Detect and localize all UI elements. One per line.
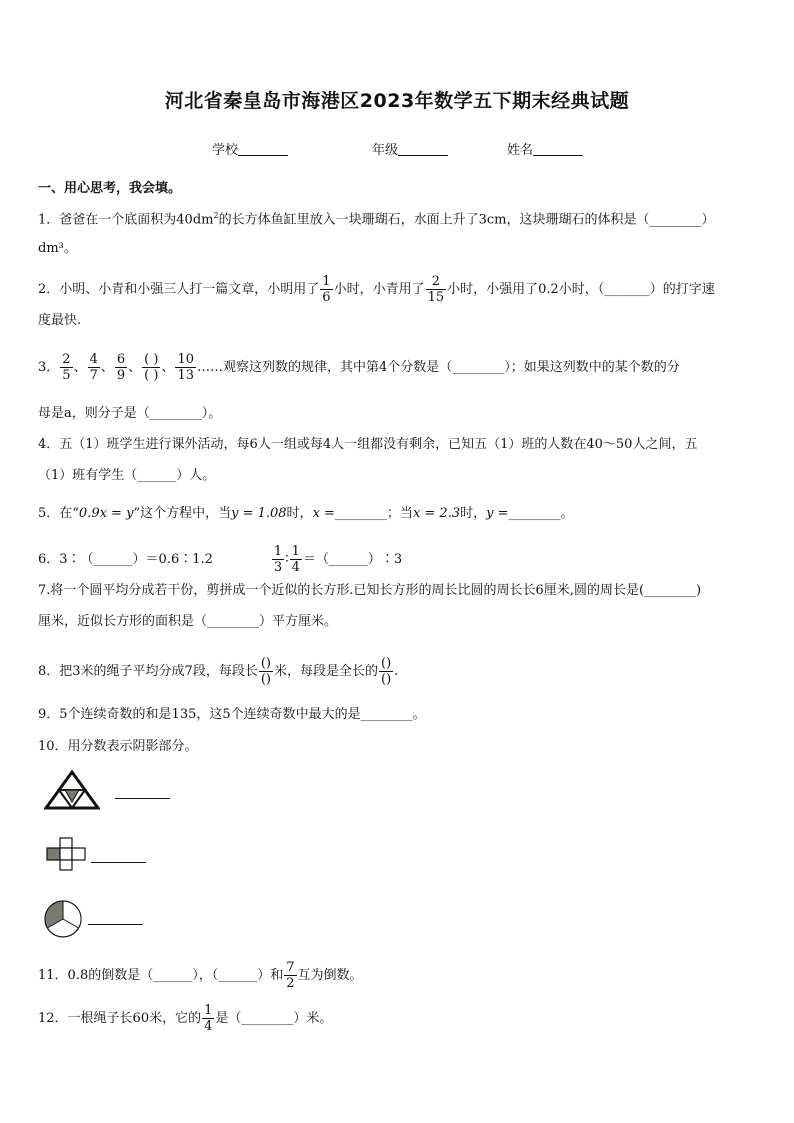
denominator: 15 <box>427 290 445 305</box>
fraction <box>88 352 100 383</box>
numerator: 4 <box>89 352 98 367</box>
q12-text-b: 是（________）米。 <box>215 1011 333 1026</box>
question-2 <box>38 274 758 305</box>
name-blank[interactable] <box>533 155 583 156</box>
question-1-cont: dm³。 <box>38 241 77 256</box>
cross-squares-figure <box>44 837 90 871</box>
answer-blank[interactable] <box>88 924 143 925</box>
q12-text-a: 12．一根绳子长60米，它的 <box>38 1011 202 1026</box>
answer-blank[interactable] <box>91 862 146 863</box>
denominator: () <box>381 672 392 687</box>
question-4: 4．五（1）班学生进行课外活动，每6人一组或每4人一组都没有剩余，已知五（1）班的人数在40～50人之间，五 <box>38 437 698 452</box>
ratio-colon: ∶ <box>285 552 289 567</box>
question-2-cont: 度最快. <box>38 313 82 328</box>
numerator: () <box>381 656 392 671</box>
denominator: 13 <box>177 368 195 383</box>
fraction <box>426 274 447 305</box>
fraction-blank[interactable] <box>259 656 273 687</box>
q3-text-a: 3． <box>38 360 60 375</box>
fraction <box>290 544 302 575</box>
condition-x: x = 2.3 <box>412 506 461 521</box>
q5-text-e: 时， <box>460 506 487 521</box>
grade-label: 年级 <box>372 143 399 158</box>
separator: 、 <box>128 360 142 375</box>
q5-text-a: 5．在“ <box>38 506 79 521</box>
denominator: 4 <box>291 560 300 575</box>
q2-text-b: 小时，小青用了 <box>333 282 425 297</box>
denominator: 5 <box>62 368 71 383</box>
q6-text-b: ＝（______）∶3 <box>302 552 403 567</box>
fraction <box>115 352 127 383</box>
q5-text-b: ”这个方程中，当 <box>133 506 232 521</box>
denominator: 2 <box>286 976 295 991</box>
school-label: 学校 <box>212 143 239 158</box>
question-11 <box>38 960 758 991</box>
question-7: 7.将一个圆平均分成若干份，剪拼成一个近似的长方形.已知长方形的周长比圆的周长长6厘米,圆的周长是(________) <box>38 583 702 598</box>
q2-text-c: 小时，小强用了0.2小时，（_______）的打字速 <box>447 282 715 297</box>
denominator: 4 <box>204 1019 213 1034</box>
numerator: 1 <box>204 1003 213 1018</box>
fraction <box>60 352 72 383</box>
fraction-blank[interactable] <box>142 352 160 383</box>
separator: 、 <box>73 360 87 375</box>
separator: 、 <box>161 360 175 375</box>
fraction <box>320 274 332 305</box>
q8-text-b: 米，每段是全长的 <box>273 664 378 679</box>
denominator: 6 <box>322 290 331 305</box>
denominator: 7 <box>89 368 98 383</box>
numerator: 10 <box>177 352 195 367</box>
fraction <box>202 1003 214 1034</box>
question-3-cont: 母是a，则分子是（________）。 <box>38 406 222 421</box>
equation: 0.9x = y <box>78 506 134 521</box>
fraction <box>272 544 284 575</box>
q11-text-a: 11．0.8的倒数是（______），（______）和 <box>38 968 284 983</box>
numerator: 1 <box>273 544 283 559</box>
q8-text-a: 8．把3米的绳子平均分成7段，每段长 <box>38 664 258 679</box>
question-10: 10．用分数表示阴影部分。 <box>38 739 198 754</box>
triangle-figure <box>44 770 100 810</box>
question-12 <box>38 1003 758 1034</box>
answer-x-label: x = <box>312 506 335 521</box>
school-field <box>212 139 288 158</box>
q5-text-c: 时， <box>286 506 313 521</box>
fraction-blank[interactable] <box>379 656 393 687</box>
answer-blank[interactable] <box>115 798 170 799</box>
q11-text-b: 互为倒数。 <box>297 968 363 983</box>
numerator: 1 <box>291 544 300 559</box>
q3-text-b: ……观察这列数的规律，其中第4个分数是（________）；如果这列数中的某个数的分 <box>197 360 680 375</box>
q2-text-a: 2．小明、小青和小强三人打一篇文章，小明用了 <box>38 282 320 297</box>
denominator: () <box>260 672 271 687</box>
q1-sup: 2 <box>213 211 219 220</box>
question-4-cont: （1）班有学生（______）人。 <box>38 468 216 483</box>
denominator: 3 <box>273 560 283 575</box>
numerator: () <box>260 656 271 671</box>
q5-text-d: ________；当 <box>334 506 413 521</box>
fraction <box>284 960 296 991</box>
grade-field <box>372 139 448 158</box>
numerator: 2 <box>62 352 71 367</box>
numerator: 6 <box>116 352 126 367</box>
numerator: ( ) <box>144 352 159 367</box>
q8-text-c: . <box>394 664 399 679</box>
q1-text-a: 1．爸爸在一个底面积为40dm <box>38 212 214 228</box>
page-title: 河北省秦皇岛市海港区2023年数学五下期末经典试题 <box>164 90 630 112</box>
question-6 <box>38 544 758 575</box>
condition-y: y = 1.08 <box>231 506 287 521</box>
circle-figure <box>42 899 84 939</box>
question-7-cont: 厘米，近似长方形的面积是（________）平方厘米。 <box>38 614 338 629</box>
question-8 <box>38 656 758 687</box>
q1-text-b: 的长方体鱼缸里放入一块珊瑚石，水面上升了3cm，这块珊瑚石的体积是（________） <box>218 212 715 228</box>
numerator: 1 <box>322 274 331 289</box>
q6-text-a: 6．3∶（______）＝0.6∶1.2 <box>38 552 213 567</box>
fraction <box>175 352 196 383</box>
school-blank[interactable] <box>238 155 288 156</box>
question-3 <box>38 352 758 383</box>
section-heading: 一、用心思考，我会填。 <box>38 181 182 196</box>
denominator: ( ) <box>144 368 159 383</box>
question-5 <box>38 505 758 523</box>
question-9: 9．5个连续奇数的和是135，这5个连续奇数中最大的是________。 <box>38 707 426 722</box>
q5-text-f: ________。 <box>508 506 574 521</box>
answer-y-label: y = <box>486 506 509 521</box>
name-label: 姓名 <box>507 143 534 158</box>
numerator: 2 <box>431 274 440 289</box>
numerator: 7 <box>286 960 295 975</box>
name-field <box>507 139 583 158</box>
question-1 <box>38 207 758 229</box>
grade-blank[interactable] <box>398 155 448 156</box>
denominator: 9 <box>116 368 126 383</box>
separator: 、 <box>100 360 114 375</box>
